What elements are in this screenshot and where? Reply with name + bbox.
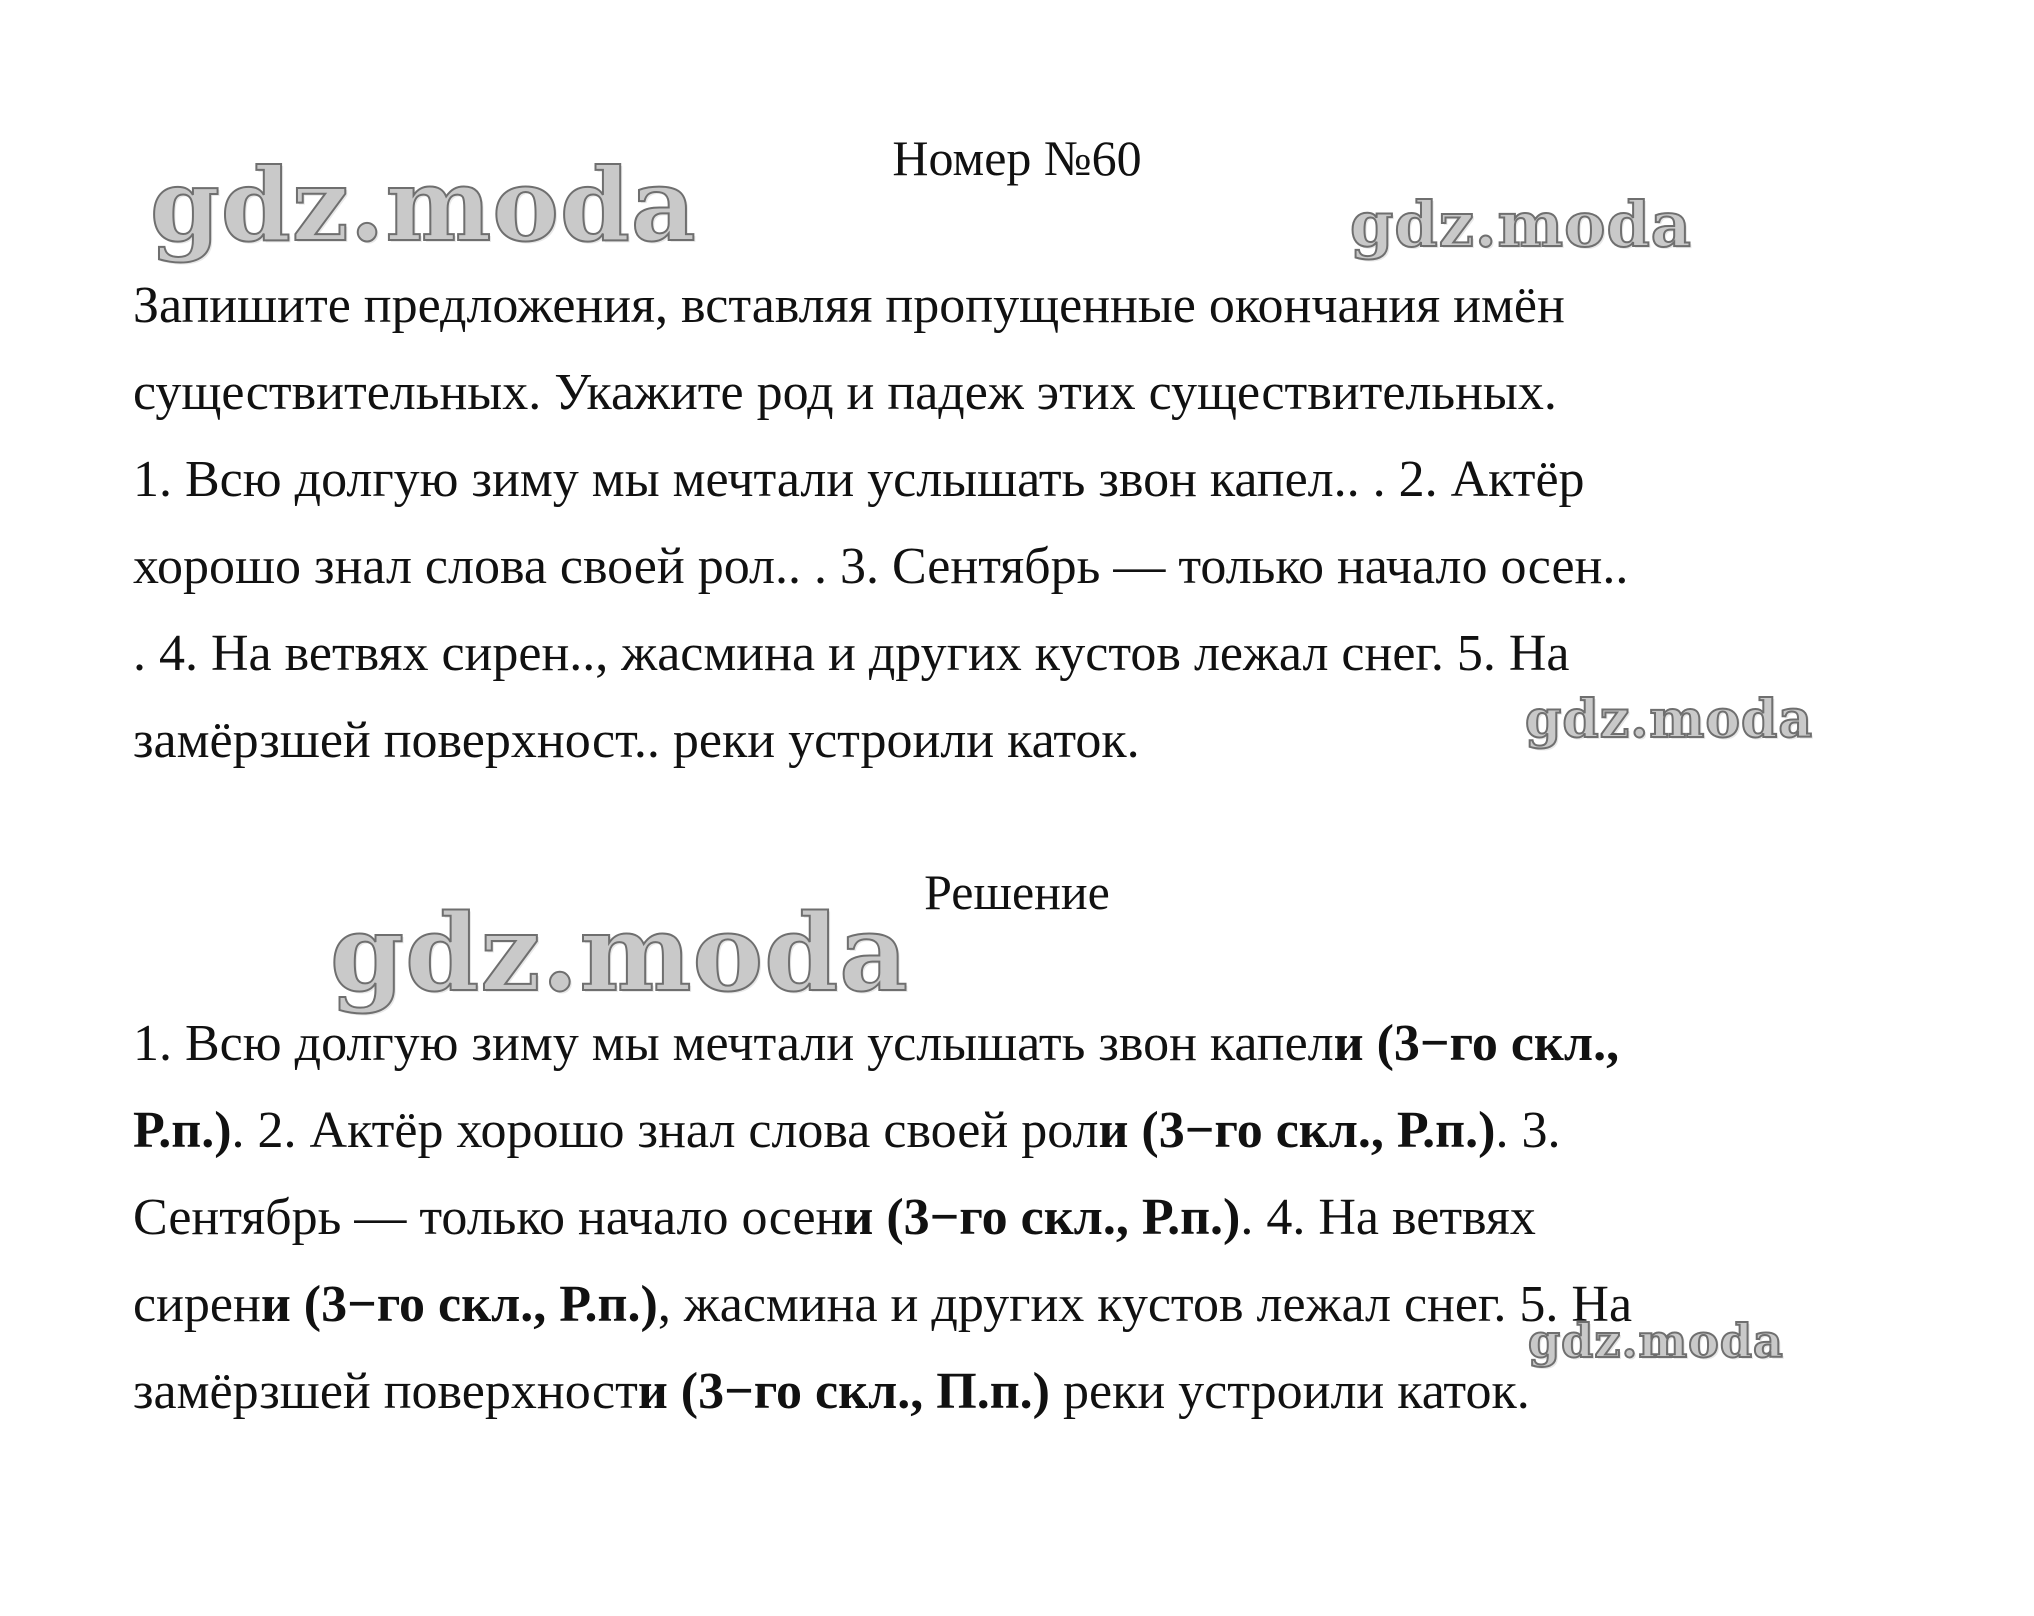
solution-text-fragment: 1. Всю долгую зиму мы мечтали услышать звон капел [133,1015,1334,1072]
solution-answer: и (3−го скл., Р.п.) [843,1189,1241,1246]
watermark: gdz.moda [150,146,697,264]
solution-answer: и (3−го скл., [1333,1015,1620,1072]
task-line: замёрзшей поверхност.. реки устроили каток. [133,712,1140,769]
solution-line [133,1261,1923,1348]
solution-line [133,1000,1923,1087]
task-line: . 4. На ветвях сирен.., жасмина и других кустов лежал снег. 5. На [133,625,1570,682]
task-text [133,262,1923,784]
solution-title: Решение [924,864,1110,920]
solution-answer: Р.п.) [133,1102,232,1159]
solution-text-fragment: замёрзшей поверхност [133,1363,638,1420]
solution-text-fragment: сирен [133,1276,261,1333]
task-line: хорошо знал слова своей рол.. . 3. Сентябрь — только начало осен.. [133,538,1629,595]
solution-answer: и (3−го скл., Р.п.) [260,1276,658,1333]
watermark: gdz.moda [1528,1314,1784,1368]
task-line: Запишите предложения, вставляя пропущенные окончания имён [133,277,1565,334]
solution-text-fragment: Сентябрь — только начало осен [133,1189,844,1246]
watermark: gdz.moda [1525,689,1814,750]
solution-text-fragment: . 3. [1495,1102,1561,1159]
task-line: существительных. Укажите род и падеж этих существительных. [133,364,1557,421]
solution-answer: и (3−го скл., Р.п.) [1098,1102,1496,1159]
solution-line [133,1174,1923,1261]
solution-answer: и (3−го скл., П.п.) [637,1363,1050,1420]
solution-line [133,1087,1923,1174]
solution-text [133,1000,1923,1435]
solution-text-fragment: . 2. Актёр хорошо знал слова своей рол [231,1102,1099,1159]
solution-text-fragment: , жасмина и других кустов лежал снег. 5. На [657,1276,1633,1333]
task-title: Номер №60 [892,130,1142,186]
watermark: gdz.moda [1350,188,1692,261]
task-line: 1. Всю долгую зиму мы мечтали услышать звон капел.. . 2. Актёр [133,451,1585,508]
solution-text-fragment: реки устроили каток. [1050,1363,1530,1420]
watermark: gdz.moda [330,890,909,1015]
solution-line [133,1348,1923,1435]
solution-text-fragment: . 4. На ветвях [1240,1189,1536,1246]
